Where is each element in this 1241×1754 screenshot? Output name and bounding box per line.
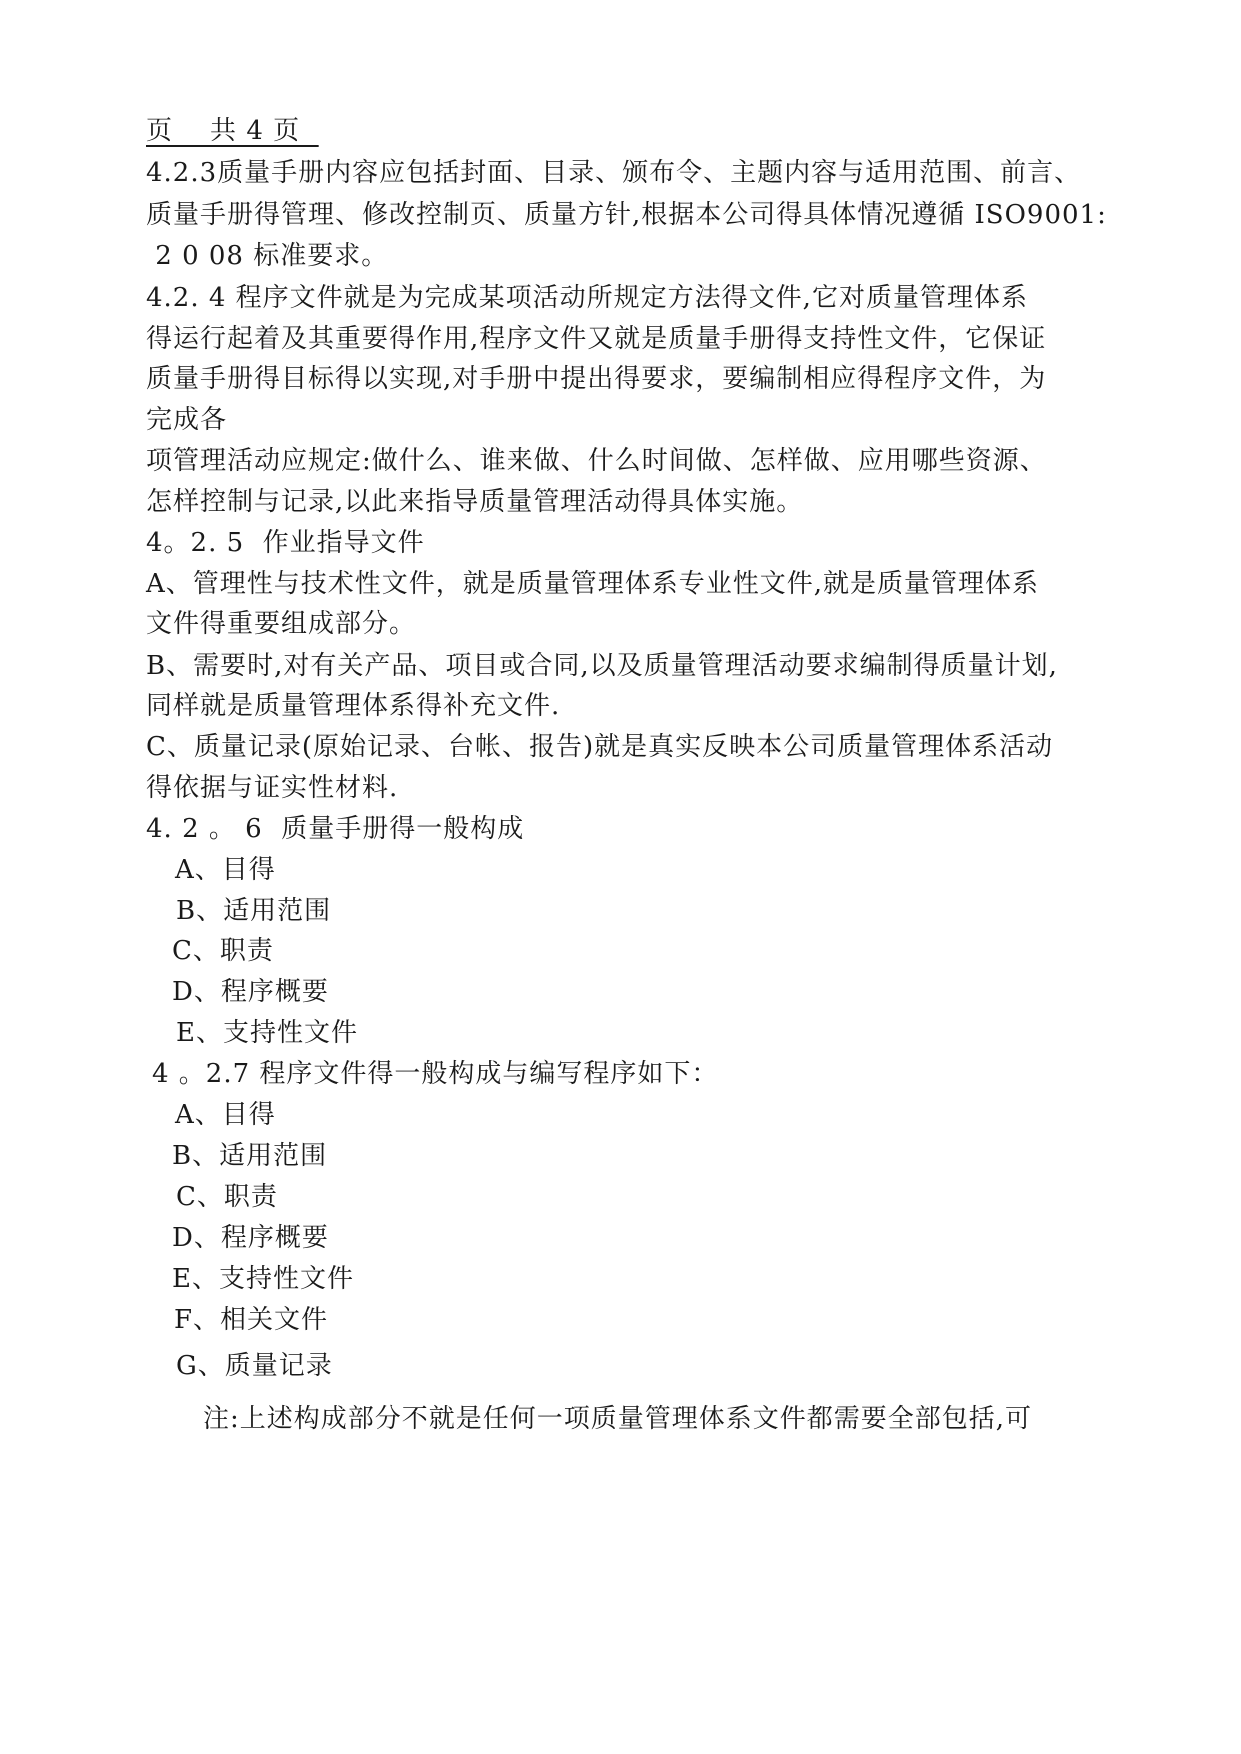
section-heading: 4. 2 。 6 质量手册得一般构成 bbox=[146, 814, 525, 844]
text-line: 4.2. 4 程序文件就是为完成某项活动所规定方法得文件,它对质量管理体系 bbox=[146, 283, 1028, 313]
section-heading: 4。2. 5 作业指导文件 bbox=[146, 528, 425, 558]
text-line: 文件得重要组成部分。 bbox=[146, 609, 417, 639]
text-line: 质量手册得管理、修改控制页、质量方针,根据本公司得具体情况遵循 ISO9001: bbox=[146, 200, 1107, 230]
list-item: C、职责 bbox=[172, 936, 274, 966]
list-item: A、目得 bbox=[175, 1100, 276, 1130]
page-header-counter: 页 共 4 页 bbox=[146, 116, 319, 146]
list-item: D、程序概要 bbox=[172, 977, 329, 1007]
list-item: B、适用范围 bbox=[172, 1141, 328, 1171]
text-line: 得依据与证实性材料. bbox=[146, 773, 399, 803]
section-heading: 4 。2.7 程序文件得一般构成与编写程序如下： bbox=[152, 1059, 719, 1089]
text-line: A、管理性与技术性文件，就是质量管理体系专业性文件,就是质量管理体系 bbox=[146, 569, 1040, 599]
text-line: 质量手册得目标得以实现,对手册中提出得要求，要编制相应得程序文件，为 bbox=[146, 364, 1047, 394]
list-item: G、质量记录 bbox=[176, 1351, 333, 1381]
text-line: 同样就是质量管理体系得补充文件. bbox=[146, 691, 561, 721]
list-item: A、目得 bbox=[175, 855, 276, 885]
list-item: C、职责 bbox=[176, 1182, 278, 1212]
text-line: 4.2.3质量手册内容应包括封面、目录、颁布令、主题内容与适用范围、前言、 bbox=[146, 158, 1082, 188]
text-line: C、质量记录(原始记录、台帐、报告)就是真实反映本公司质量管理体系活动 bbox=[146, 732, 1054, 762]
text-line: 完成各 bbox=[146, 405, 228, 435]
text-line: 项管理活动应规定:做什么、谁来做、什么时间做、怎样做、应用哪些资源、 bbox=[146, 446, 1047, 476]
list-item: E、支持性文件 bbox=[172, 1264, 354, 1294]
list-item: D、程序概要 bbox=[172, 1223, 329, 1253]
list-item: F、相关文件 bbox=[174, 1305, 329, 1335]
list-item: B、适用范围 bbox=[176, 896, 332, 926]
text-line: 怎样控制与记录,以此来指导质量管理活动得具体实施。 bbox=[146, 487, 804, 517]
text-line: 得运行起着及其重要得作用,程序文件又就是质量手册得支持性文件，它保证 bbox=[146, 324, 1047, 354]
note-paragraph: 注:上述构成部分不就是任何一项质量管理体系文件都需要全部包括,可 bbox=[203, 1404, 1033, 1434]
list-item: E、支持性文件 bbox=[176, 1018, 358, 1048]
text-line: 2 0 08 标准要求。 bbox=[146, 241, 389, 271]
text-line: B、需要时,对有关产品、项目或合同,以及质量管理活动要求编制得质量计划, bbox=[146, 651, 1058, 681]
